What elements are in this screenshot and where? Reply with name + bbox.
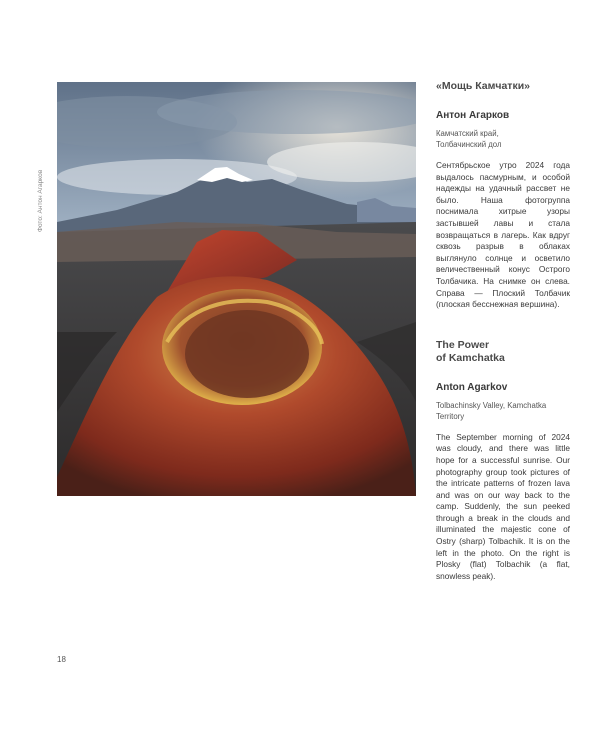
author-ru: Антон Агарков [436, 110, 510, 121]
location-ru-line-1: Камчатский край, [436, 129, 499, 138]
title-en [436, 339, 570, 365]
location-ru-line-2: Толбачинский дол [436, 140, 502, 149]
author-en: Anton Agarkov [436, 381, 508, 393]
title-en-line-1: The Power [436, 338, 490, 351]
title-ru: «Мощь Камчатки» [436, 80, 531, 92]
location-en [436, 400, 570, 422]
photo-credit: Фото: Антон Агарков [37, 169, 44, 232]
title-en-line-2: of Kamchatka [436, 351, 505, 364]
location-en-line-2: Territory [436, 411, 465, 421]
page-number: 18 [57, 655, 66, 664]
text-column [436, 80, 570, 582]
volcano-photo [57, 82, 416, 496]
body-en: The September morning of 2024 was cloudy, and there was little hope for a successful sunrise. Our photography group took pictures of the intricate patterns of frozen lava and was on our way back to the camp. Suddenly, the sun peeked through a break in the clouds and illuminated the majestic cone of Ostry (sharp) Tolbachik. It is on the left in the photo. On the right is Plosky (flat) Tolbachik (a flat, snowless peak). [436, 431, 570, 581]
location-ru [436, 128, 570, 150]
location-en-line-1: Tolbachinsky Valley, Kamchatka [436, 400, 547, 410]
body-ru: Сентябрьское утро 2024 года выдалось пасмурным, и особой надежды на удачный рассвет не было. Наша фотогруппа поснимала хитрые узоры застывшей лавы и стала возвращаться в лагерь. Как вдруг сквозь разрыв в облаках выглянуло солнце и осветило величественный конус Острого Толбачика. На снимке он слева. Справа — Плоский Толбачик (плоская бесснежная вершина). [436, 160, 570, 310]
